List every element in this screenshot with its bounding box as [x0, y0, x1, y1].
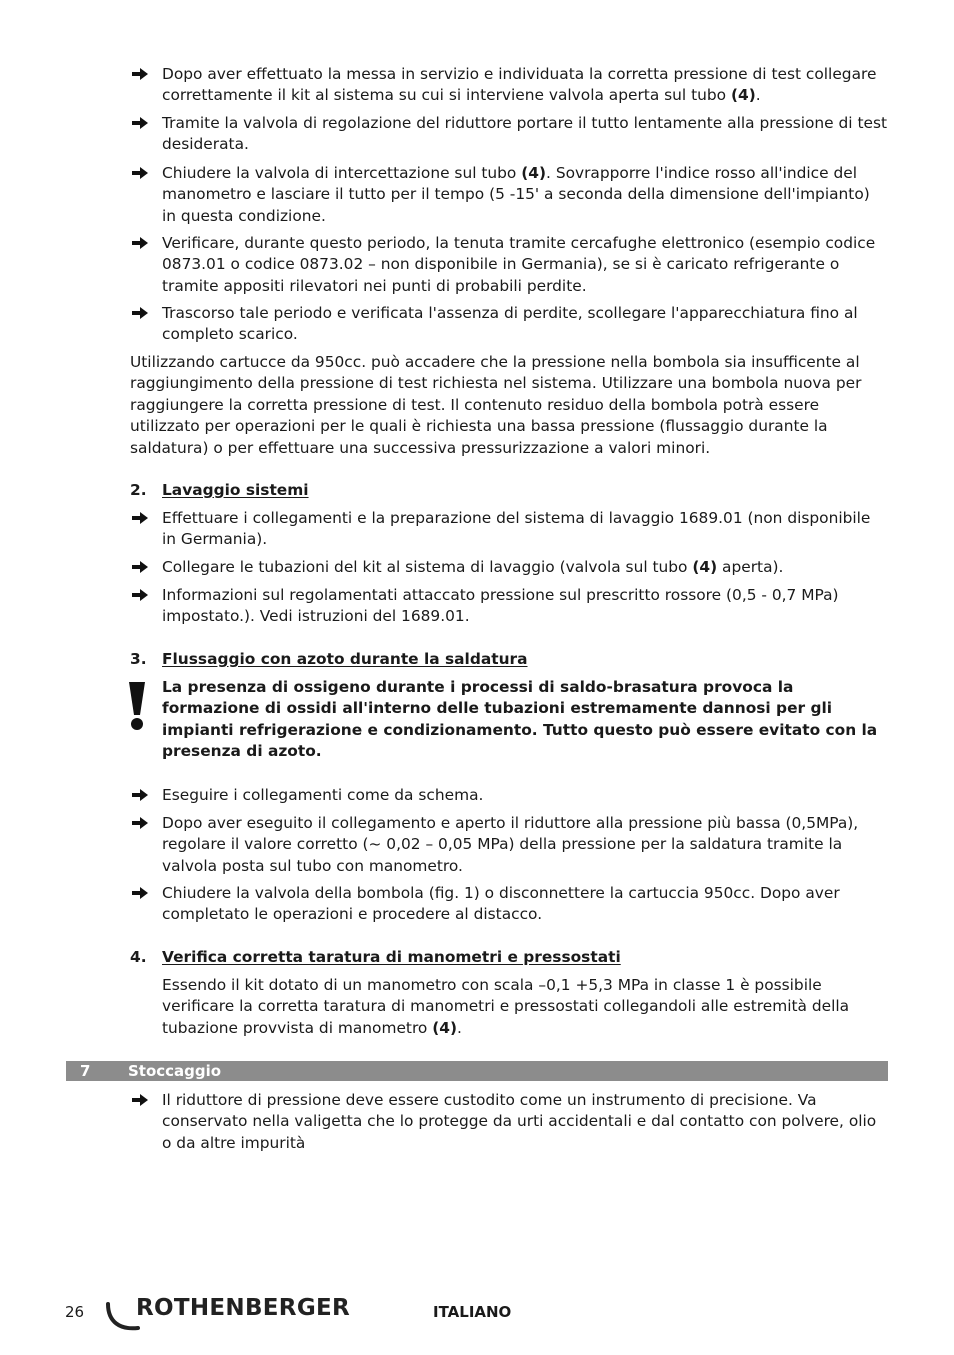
page-number: 26 — [65, 1303, 85, 1321]
section-3-heading — [130, 649, 528, 670]
bullet-text: Dopo aver effettuato la messa in servizio e individuata la corretta pressione di test collegare correttamente il kit al sistema su cui si interviene valvola aperta sul tubo (4). — [162, 65, 877, 105]
bullet-item — [130, 508, 888, 551]
bullet-item — [130, 585, 888, 628]
arrow-right-icon — [132, 116, 148, 130]
arrow-right-icon — [132, 236, 148, 250]
bullet-item — [130, 785, 888, 806]
bullet-item — [130, 233, 888, 297]
arrow-right-icon — [132, 788, 148, 802]
bullet-item — [130, 813, 888, 877]
bullet-text: Effettuare i collegamenti e la preparazione del sistema di lavaggio 1689.01 (non disponibile in Germania). — [162, 509, 871, 549]
bullet-item — [130, 557, 888, 578]
bullet-text: Eseguire i collegamenti come da schema. — [162, 786, 484, 804]
arrow-right-icon — [132, 588, 148, 602]
section-number: 2. — [130, 481, 147, 499]
section-4-body: Essendo il kit dotato di un manometro con scala –0,1 +5,3 MPa in classe 1 è possibile verificare la corretta taratura di manometri e pressostati collegandoli alle estremità della tubazione provvista di manometro (4). — [162, 976, 850, 1037]
bullet-item — [130, 1090, 888, 1154]
bullet-item — [130, 163, 888, 227]
bullet-text: Informazioni sul regolamentati attaccato pressione sul prescritto rossore (0,5 - 0,7 MPa) impostato.). Vedi istruzioni del 1689.01. — [162, 586, 839, 626]
arrow-right-icon — [132, 1093, 148, 1107]
arrow-right-icon — [132, 511, 148, 525]
bullet-text: Il riduttore di pressione deve essere custodito come un instrumento di precisione. Va conservato nella valigetta che lo protegge da urti accidentali e dal contatto con polvere, olio o da altre impurità — [162, 1091, 877, 1152]
arrow-right-icon — [132, 67, 148, 81]
bullet-text: Dopo aver eseguito il collegamento e aperto il riduttore alla pressione più bassa (0,5MPa), regolare il valore corretto (~ 0,02 – 0,05 MPa) della pressione per la saldatura tramite la valvola posta sul tubo con manometro. — [162, 814, 859, 875]
bullet-text: Collegare le tubazioni del kit al sistema di lavaggio (valvola sul tubo (4) aperta). — [162, 558, 784, 576]
bullet-item — [130, 303, 888, 346]
bullet-text: Chiudere la valvola di intercettazione sul tubo (4). Sovrapporre l'indice rosso all'indice del manometro e lasciare il tutto per il tempo (5 -15' a seconda della dimensione dell'impianto) in questa condizione. — [162, 164, 870, 225]
bullet-text: Verificare, durante questo periodo, la tenuta tramite cercafughe elettronico (esempio codice 0873.01 o codice 0873.02 – non disponibile in Germania), se si è caricato refrigerante o tramite appositi rilevatori nei punti di probabili perdite. — [162, 234, 876, 295]
brand-name: ROTHENBERGER — [136, 1295, 351, 1321]
arrow-right-icon — [132, 166, 148, 180]
arrow-right-icon — [132, 886, 148, 900]
language-label: ITALIANO — [433, 1303, 512, 1321]
section-title: Stoccaggio — [128, 1062, 222, 1080]
arrow-right-icon — [132, 560, 148, 574]
arrow-right-icon — [132, 816, 148, 830]
bullet-text: Trascorso tale periodo e verificata l'assenza di perdite, scollegare l'apparecchiatura fino al completo scarico. — [162, 304, 858, 344]
section-4-heading — [130, 947, 621, 968]
section-number: 4. — [130, 948, 147, 966]
section-number: 7 — [80, 1062, 91, 1080]
paragraph-cartucce: Utilizzando cartucce da 950cc. può accadere che la pressione nella bombola sia insufficente al raggiungimento della pressione di test richiesta nel sistema. Utilizzare una bombola nuova per raggiungere la corretta pressione di test. Il contenuto residuo della bombola potrà essere utilizzato per operazioni per le quali è richiesta una bassa pressione (flussaggio durante la saldatura) o per effettuare una successiva pressurizzazione a valori minori. — [130, 353, 862, 457]
warning-text: La presenza di ossigeno durante i processi di saldo-brasatura provoca la formazione di ossidi all'interno delle tubazioni estremamente dannosi per gli impianti refrigerazione e condizionamento. Tutto questo può essere evitato con la presenza di azoto. — [162, 678, 878, 761]
bullet-text: Chiudere la valvola della bombola (fig. 1) o disconnettere la cartuccia 950cc. Dopo aver completato le operazioni e procedere al distacco. — [162, 884, 840, 924]
arrow-right-icon — [132, 306, 148, 320]
section-title: Lavaggio sistemi — [162, 481, 309, 499]
section-title: Flussaggio con azoto durante la saldatura — [162, 650, 528, 668]
bullet-item — [130, 64, 888, 107]
bullet-item — [130, 113, 888, 156]
exclamation-warning-icon — [126, 681, 148, 731]
bullet-item — [130, 883, 888, 926]
section-7-header-bar — [66, 1061, 888, 1081]
rothenberger-logo — [104, 1296, 349, 1332]
section-2-heading — [130, 480, 309, 501]
section-number: 3. — [130, 650, 147, 668]
bullet-text: Tramite la valvola di regolazione del riduttore portare il tutto lentamente alla pressione di test desiderata. — [162, 114, 888, 154]
section-title: Verifica corretta taratura di manometri e pressostati — [162, 948, 621, 966]
